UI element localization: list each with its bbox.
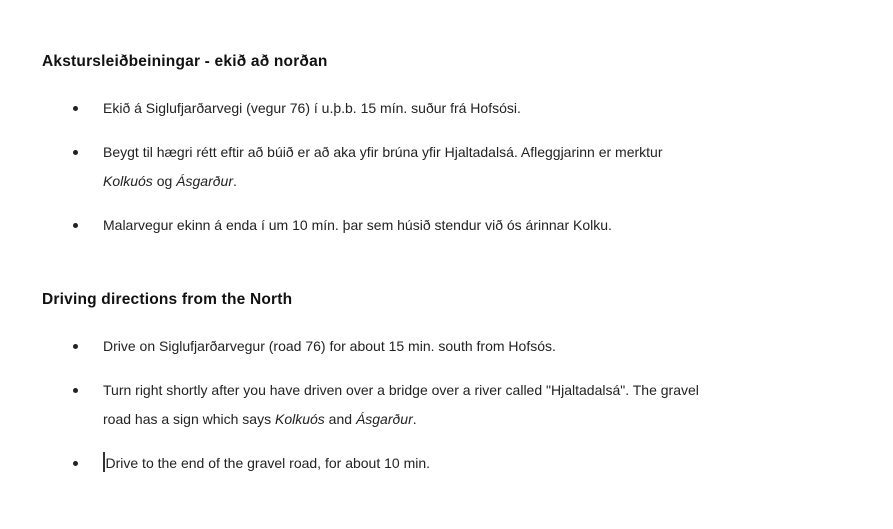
text-run-italic: Ásgarður: [176, 173, 233, 189]
text-run: .: [412, 411, 417, 427]
bullet-icon: [73, 106, 78, 111]
text-run-italic: Kolkuós: [274, 411, 325, 427]
text-run: Turn right shortly after you have driven over a bridge over a river called "Hjaltadalsá". The gravel: [103, 382, 699, 398]
text-run: Drive on Siglufjarðarvegur (road 76) for about 15 min. south from Hofsós.: [103, 338, 556, 354]
text-run: Malarvegur ekinn á enda í um 10 mín. þar sem húsið stendur við ós árinnar Kolku.: [103, 217, 612, 233]
bullet-text: [103, 100, 521, 116]
icelandic-section-heading: Akstursleiðbeiningar - ekið að norðan: [42, 53, 328, 70]
bullet-item: [42, 211, 853, 240]
text-run: road has a sign which says: [103, 411, 275, 427]
bullet-item: [42, 449, 853, 478]
bullet-icon: [73, 223, 78, 228]
section-icelandic-directions: [42, 52, 853, 240]
text-run: Beygt til hægri rétt eftir að búið er að aka yfir brúna yfir Hjaltadalsá. Afleggjarinn er merktur: [103, 144, 663, 160]
english-bullet-list: [42, 332, 853, 478]
bullet-icon: [73, 150, 78, 155]
icelandic-bullet-list: [42, 94, 853, 240]
text-run: Drive to the end of the gravel road, for about 10 min.: [105, 455, 431, 471]
bullet-icon: [73, 388, 78, 393]
bullet-icon: [73, 344, 78, 349]
bullet-item: [42, 332, 853, 361]
text-run: .: [232, 173, 237, 189]
bullet-text: [103, 217, 612, 233]
text-run: Ekið á Siglufjarðarvegi (vegur 76) í u.þ.b. 15 mín. suður frá Hofsósi.: [103, 100, 521, 116]
text-run-italic: Ásgarður: [355, 411, 413, 427]
text-run-italic: Kolkuós: [103, 173, 153, 189]
section-english-directions: [42, 290, 853, 478]
bullet-item: [42, 138, 853, 196]
bullet-item: [42, 94, 853, 123]
bullet-text: [103, 455, 430, 471]
text-run: and: [324, 411, 356, 427]
bullet-icon: [73, 461, 78, 466]
bullet-item: [42, 376, 853, 434]
bullet-text: [103, 144, 662, 189]
english-section-heading: Driving directions from the North: [42, 291, 293, 308]
bullet-text: [103, 338, 556, 354]
text-run: og: [152, 173, 177, 189]
text-cursor: [103, 452, 105, 472]
bullet-text: [103, 382, 699, 427]
